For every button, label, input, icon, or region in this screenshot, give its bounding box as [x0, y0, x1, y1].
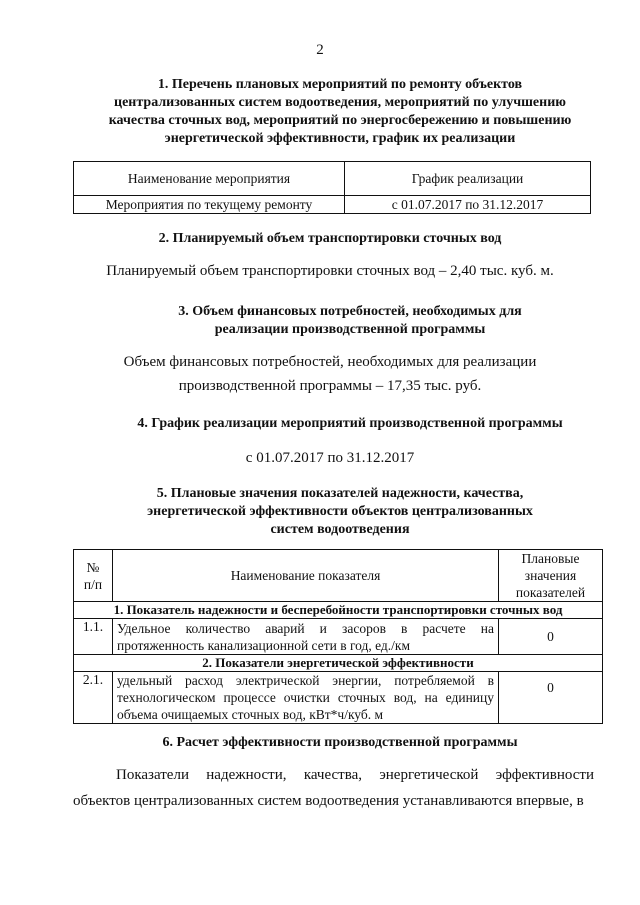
indicators-row-value: 0 — [499, 672, 603, 724]
indicators-row-num: 2.1. — [74, 672, 113, 724]
activities-header-schedule: График реализации — [345, 162, 591, 196]
section-6-text-line: объектов централизованных систем водоотведения устанавливаются впервые, в — [73, 793, 584, 809]
section-5-title — [60, 485, 620, 539]
section-3-text — [60, 350, 600, 398]
section-1-title-line: качества сточных вод, мероприятий по энергосбережению и повышению — [108, 113, 572, 128]
activities-header-name: Наименование мероприятия — [74, 162, 345, 196]
activities-table — [73, 161, 591, 214]
section-1-title-line: 1. Перечень плановых мероприятий по ремонту объектов — [157, 77, 523, 92]
indicators-group-energy: 2. Показатели энергетической эффективности — [74, 655, 603, 672]
indicators-row-num: 1.1. — [74, 619, 113, 655]
section-5-title-line: 5. Плановые значения показателей надежности, качества, — [156, 486, 524, 501]
section-2-title: 2. Планируемый объем транспортировки сточных вод — [158, 231, 502, 246]
indicators-row-name: удельный расход электрической энергии, потребляемой в технологическом процессе очистки сточных вод, на единицу объема очищаемых сточных вод, кВт*ч/куб. м — [113, 672, 499, 724]
indicators-group-reliability: 1. Показатель надежности и бесперебойности транспортировки сточных вод — [74, 602, 603, 619]
section-6-text-line: Показатели надежности, качества, энергетической эффективности — [116, 767, 594, 783]
section-4-text: с 01.07.2017 по 31.12.2017 — [245, 450, 415, 466]
section-3-title — [80, 303, 620, 339]
section-3-text-line: производственной программы – 17,35 тыс. руб. — [178, 378, 482, 394]
section-2-text: Планируемый объем транспортировки сточных вод – 2,40 тыс. куб. м. — [106, 263, 554, 279]
indicators-row-value: 0 — [499, 619, 603, 655]
activities-cell-name: Мероприятия по текущему ремонту — [74, 196, 345, 214]
indicators-header-num: № п/п — [74, 550, 113, 602]
page-number: 2 — [316, 42, 324, 58]
section-5-title-line: систем водоотведения — [270, 522, 410, 537]
section-3-title-line: реализации производственной программы — [214, 322, 486, 337]
indicators-header-value: Плановые значения показателей — [499, 550, 603, 602]
section-4-title: 4. График реализации мероприятий производственной программы — [137, 416, 563, 431]
section-3-title-line: 3. Объем финансовых потребностей, необходимых для — [178, 304, 522, 319]
section-1-title — [70, 76, 610, 148]
activities-cell-schedule: с 01.07.2017 по 31.12.2017 — [345, 196, 591, 214]
section-5-title-line: энергетической эффективности объектов централизованных — [147, 504, 533, 519]
section-1-title-line: централизованных систем водоотведения, мероприятий по улучшению — [114, 95, 566, 110]
section-3-text-line: Объем финансовых потребностей, необходимых для реализации — [123, 354, 537, 370]
indicators-table — [73, 549, 603, 724]
section-1-title-line: энергетической эффективности, график их реализации — [164, 131, 516, 146]
indicators-header-name: Наименование показателя — [113, 550, 499, 602]
indicators-row-name: Удельное количество аварий и засоров в расчете на протяженность канализационной сети в год, ед./км — [113, 619, 499, 655]
section-6-title: 6. Расчет эффективности производственной программы — [162, 735, 518, 750]
